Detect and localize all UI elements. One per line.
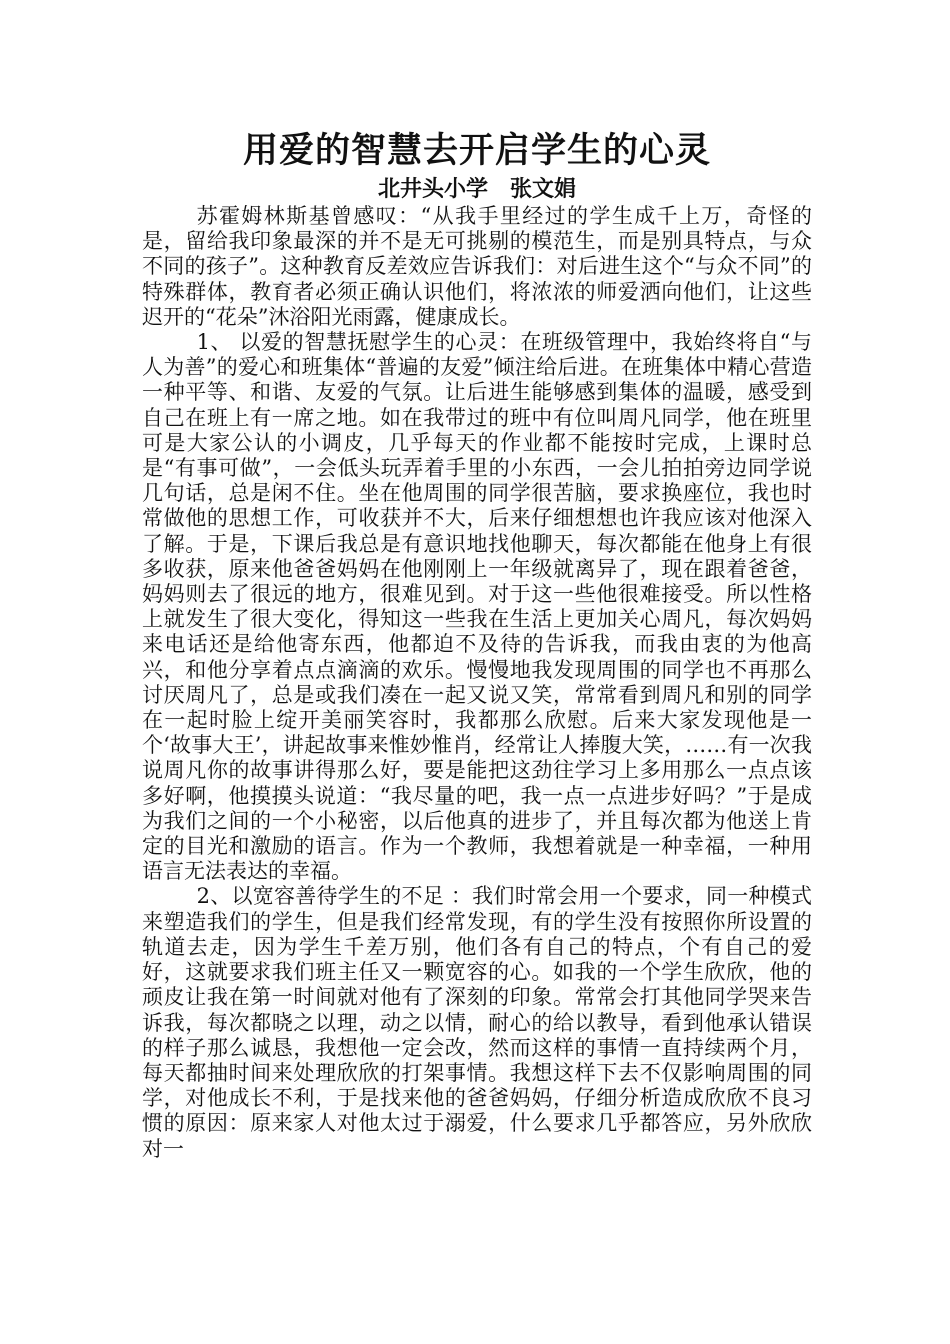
document-title: 用爱的智慧去开启学生的心灵 <box>242 130 711 171</box>
section-1-paragraph: 1、 以爱的智慧抚慰学生的心灵：在班级管理中，我始终将自“与人为善”的爱心和班集体“普遍的友爱”倾注给后进。在班集体中精心营造一种平等、和谐、友爱的气氛。让后进生能够感到集体的温暖，感受到自己在班上有一席之地。如在我带过的班中有位叫周凡同学，他在班里可是大家公认的小调皮，几乎每天的作业都不能按时完成，上课时总是“有事可做”，一会低头玩弄着手里的小东西，一会儿拍拍旁边同学说几句话，总是闲不住。坐在他周围的同学很苦脑，要求换座位，我也时常做他的思想工作，可收获并不大，后来仔细想想也许我应该对他深入了解。于是，下课后我总是有意识地找他聊天，每次都能在他身上有很多收获，原来他爸爸妈妈在他刚刚上一年级就离异了，现在跟着爸爸，妈妈则去了很远的地方，很难见到。对于这一些他很难接受。所以性格上就发生了很大变化，得知这一些我在生活上更加关心周凡，每次妈妈来电话还是给他寄东西，他都迫不及待的告诉我，而我由衷的为他高兴，和他分享着点点滴滴的欢乐。慢慢地我发现周围的同学也不再那么讨厌周凡了，总是或我们凑在一起又说又笑，常常看到周凡和别的同学在一起时脸上绽开美丽笑容时，我都那么欣慰。后来大家发现他是一个‘故事大王’，讲起故事来惟妙惟肖，经常让人捧腹大笑，……有一次我说周凡你的故事讲得那么好，要是能把这劲往学习上多用那么一点点该多好啊，他摸摸头说道：“我尽量的吧，我一点一点进步好吗？”于是成为我们之间的一个小秘密，以后他真的进步了，并且每次都为他送上肯定的目光和激励的语言。作为一个教师，我想着就是一种幸福，一种用语言无法表达的幸福。 <box>142 330 812 884</box>
document-page <box>142 130 812 1162</box>
section-2-paragraph: 2、以宽容善待学生的不足 ：我们时常会用一个要求，同一种模式来塑造我们的学生，但是我们经常发现，有的学生没有按照你所设置的轨道去走，因为学生千差万别，他们各有自己的特点，个有自己的爱好，这就要求我们班主任又一颗宽容的心。如我的一个学生欣欣，他的顽皮让我在第一时间就对他有了深刻的印象。常常会打其他同学哭来告诉我，每次都晓之以理，动之以情，耐心的给以教导，看到他承认错误的样子那么诚恳，我想他一定会改，然而这样的事情一直持续两个月，每天都抽时间来处理欣欣的打架事情。我想这样下去不仅影响周围的同学，对他成长不利，于是找来他的爸爸妈妈，仔细分析造成欣欣不良习惯的原因：原来家人对他太过于溺爱，什么要求几乎都答应，另外欣欣对一 <box>142 884 812 1161</box>
intro-paragraph: 苏霍姆林斯基曾感叹：“从我手里经过的学生成千上万，奇怪的是，留给我印象最深的并不是无可挑剔的模范生，而是别具特点，与众不同的孩子”。这种教育反差效应告诉我们：对后进生这个“与众不同”的特殊群体，教育者必须正确认识他们，将浓浓的师爱洒向他们，让这些迟开的“花朵”沐浴阳光雨露，健康成长。 <box>142 204 812 329</box>
author-byline: 北井头小学 张文娟 <box>377 176 576 202</box>
